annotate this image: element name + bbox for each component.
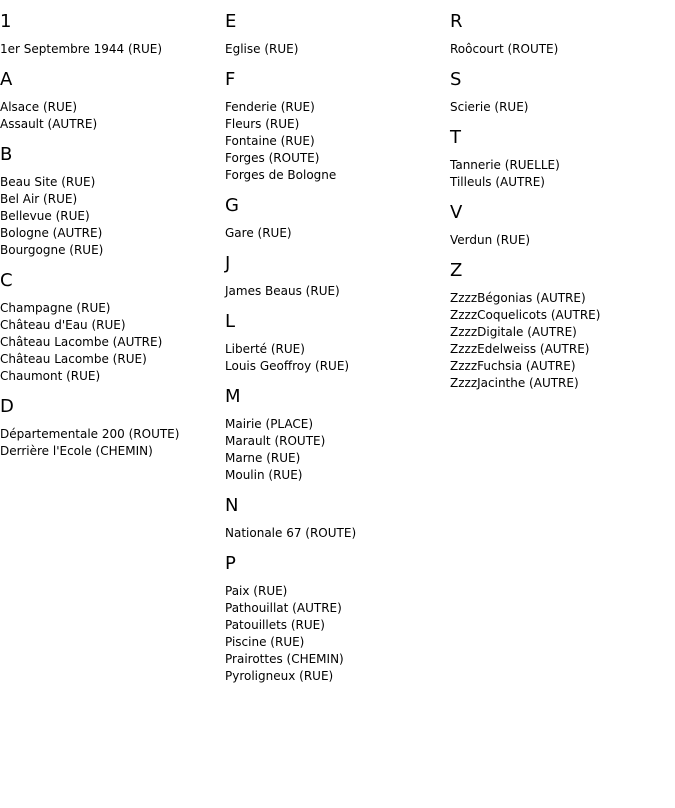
letter-group xyxy=(450,127,670,191)
letter-group xyxy=(225,495,445,542)
street-link[interactable]: Marault (ROUTE) xyxy=(225,434,326,448)
street-link[interactable]: Assault (AUTRE) xyxy=(0,117,98,131)
letter-group xyxy=(0,144,220,259)
street-link[interactable]: Louis Geoffroy (RUE) xyxy=(225,359,350,373)
letter-heading: R xyxy=(450,11,463,32)
street-link[interactable]: Pathouillat (AUTRE) xyxy=(225,601,342,615)
street-link[interactable]: ZzzzBégonias (AUTRE) xyxy=(450,291,586,305)
letter-heading: F xyxy=(225,69,236,90)
street-link[interactable]: Derrière l'Ecole (CHEMIN) xyxy=(0,444,153,458)
street-link[interactable]: Tilleuls (AUTRE) xyxy=(450,175,545,189)
letter-heading: B xyxy=(0,144,13,165)
street-link[interactable]: Marne (RUE) xyxy=(225,451,301,465)
street-link[interactable]: Chaumont (RUE) xyxy=(0,369,101,383)
letter-heading: T xyxy=(450,127,461,148)
letter-group xyxy=(450,11,670,58)
street-link[interactable]: James Beaus (RUE) xyxy=(225,284,340,298)
street-link[interactable]: Bel Air (RUE) xyxy=(0,192,78,206)
letter-group xyxy=(225,11,445,58)
street-link[interactable]: Moulin (RUE) xyxy=(225,468,303,482)
street-link[interactable]: Forges (ROUTE) xyxy=(225,151,320,165)
letter-group xyxy=(225,386,445,484)
street-link[interactable]: Paix (RUE) xyxy=(225,584,288,598)
street-link[interactable]: Bellevue (RUE) xyxy=(0,209,90,223)
street-link[interactable]: ZzzzFuchsia (AUTRE) xyxy=(450,359,576,373)
letter-heading: J xyxy=(225,253,231,274)
street-link[interactable]: ZzzzDigitale (AUTRE) xyxy=(450,325,577,339)
street-link[interactable]: Mairie (PLACE) xyxy=(225,417,314,431)
street-link[interactable]: Forges de Bologne xyxy=(225,168,337,182)
street-link[interactable]: Alsace (RUE) xyxy=(0,100,78,114)
letter-heading: D xyxy=(0,396,14,417)
street-link[interactable]: Fontaine (RUE) xyxy=(225,134,315,148)
street-link[interactable]: Bourgogne (RUE) xyxy=(0,243,104,257)
street-link[interactable]: Roôcourt (ROUTE) xyxy=(450,42,559,56)
street-link[interactable]: ZzzzJacinthe (AUTRE) xyxy=(450,376,579,390)
street-link[interactable]: Nationale 67 (ROUTE) xyxy=(225,526,357,540)
street-link[interactable]: Piscine (RUE) xyxy=(225,635,305,649)
letter-heading: M xyxy=(225,386,241,407)
letter-group xyxy=(225,553,445,685)
street-column-1 xyxy=(0,11,220,471)
letter-group xyxy=(225,253,445,300)
street-link[interactable]: Beau Site (RUE) xyxy=(0,175,96,189)
street-link[interactable]: Château Lacombe (RUE) xyxy=(0,352,147,366)
letter-group xyxy=(0,69,220,133)
letter-heading: V xyxy=(450,202,463,223)
street-link[interactable]: Liberté (RUE) xyxy=(225,342,305,356)
street-column-3 xyxy=(450,11,670,403)
street-link[interactable]: Gare (RUE) xyxy=(225,226,292,240)
street-link[interactable]: ZzzzEdelweiss (AUTRE) xyxy=(450,342,590,356)
letter-group xyxy=(225,195,445,242)
letter-heading: Z xyxy=(450,260,463,281)
letter-heading: N xyxy=(225,495,239,516)
letter-group xyxy=(225,69,445,184)
letter-heading: G xyxy=(225,195,239,216)
letter-group xyxy=(450,69,670,116)
street-column-2 xyxy=(225,11,445,696)
street-link[interactable]: Prairottes (CHEMIN) xyxy=(225,652,344,666)
street-link[interactable]: Château d'Eau (RUE) xyxy=(0,318,126,332)
street-link[interactable]: Fenderie (RUE) xyxy=(225,100,315,114)
letter-group xyxy=(450,260,670,392)
street-link[interactable]: Bologne (AUTRE) xyxy=(0,226,103,240)
letter-heading: S xyxy=(450,69,462,90)
street-link[interactable]: 1er Septembre 1944 (RUE) xyxy=(0,42,163,56)
letter-heading: A xyxy=(0,69,13,90)
letter-group xyxy=(450,202,670,249)
letter-group xyxy=(0,270,220,385)
street-link[interactable]: Verdun (RUE) xyxy=(450,233,531,247)
street-link[interactable]: Tannerie (RUELLE) xyxy=(450,158,560,172)
letter-group xyxy=(225,311,445,375)
letter-group xyxy=(0,396,220,460)
street-link[interactable]: Champagne (RUE) xyxy=(0,301,111,315)
street-link[interactable]: Scierie (RUE) xyxy=(450,100,529,114)
letter-group xyxy=(0,11,220,58)
street-link[interactable]: Départementale 200 (ROUTE) xyxy=(0,427,180,441)
letter-heading: E xyxy=(225,11,237,32)
street-link[interactable]: Eglise (RUE) xyxy=(225,42,299,56)
street-link[interactable]: ZzzzCoquelicots (AUTRE) xyxy=(450,308,601,322)
letter-heading: C xyxy=(0,270,13,291)
street-link[interactable]: Patouillets (RUE) xyxy=(225,618,325,632)
letter-heading: P xyxy=(225,553,236,574)
letter-heading: 1 xyxy=(0,11,12,32)
street-link[interactable]: Château Lacombe (AUTRE) xyxy=(0,335,163,349)
street-link[interactable]: Pyroligneux (RUE) xyxy=(225,669,334,683)
letter-heading: L xyxy=(225,311,236,332)
street-link[interactable]: Fleurs (RUE) xyxy=(225,117,300,131)
